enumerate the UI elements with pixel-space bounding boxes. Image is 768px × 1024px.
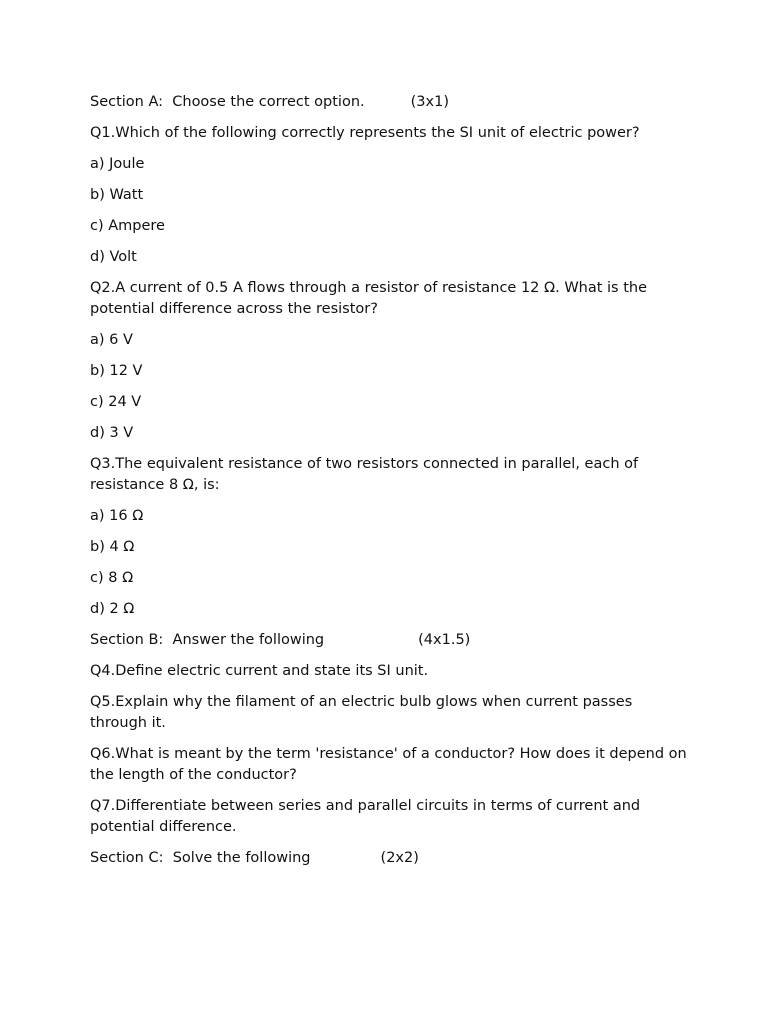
question-2-option-c: c) 24 V — [90, 394, 142, 410]
question-2-option-b: b) 12 V — [90, 363, 143, 379]
section-a-marks: (3x1) — [410, 94, 449, 110]
question-3-option-b: b) 4 Ω — [90, 539, 135, 555]
question-1-option-b: b) Watt — [90, 187, 144, 203]
question-4: Q4.Define electric current and state its SI unit. — [90, 663, 429, 679]
section-a-header — [90, 92, 690, 113]
question-1-option-c: c) Ampere — [90, 218, 165, 234]
question-6: Q6.What is meant by the term 'resistance' of a conductor? How does it depend on the length of the conductor? — [90, 746, 687, 783]
section-b-title: Section B: Answer the following — [90, 632, 325, 648]
question-2: Q2.A current of 0.5 A flows through a resistor of resistance 12 Ω. What is the potential difference across the resistor? — [90, 280, 648, 317]
question-1-option-d: d) Volt — [90, 249, 137, 265]
question-3-option-a: a) 16 Ω — [90, 508, 144, 524]
question-3-option-c: c) 8 Ω — [90, 570, 134, 586]
question-2-option-d: d) 3 V — [90, 425, 134, 441]
section-b-header — [90, 630, 690, 651]
section-b-marks: (4x1.5) — [418, 632, 471, 648]
question-1-option-a: a) Joule — [90, 156, 145, 172]
question-5: Q5.Explain why the filament of an electric bulb glows when current passes through it. — [90, 694, 633, 731]
question-1: Q1.Which of the following correctly represents the SI unit of electric power? — [90, 125, 640, 141]
question-paper — [90, 92, 690, 879]
question-3: Q3.The equivalent resistance of two resistors connected in parallel, each of resistance 8 Ω, is: — [90, 456, 639, 493]
section-a-title: Section A: Choose the correct option. — [90, 94, 365, 110]
question-3-option-d: d) 2 Ω — [90, 601, 135, 617]
section-c-title: Section C: Solve the following — [90, 850, 311, 866]
question-2-option-a: a) 6 V — [90, 332, 133, 348]
question-7: Q7.Differentiate between series and parallel circuits in terms of current and potential difference. — [90, 798, 641, 835]
section-c-header — [90, 848, 690, 869]
section-c-marks: (2x2) — [380, 850, 419, 866]
